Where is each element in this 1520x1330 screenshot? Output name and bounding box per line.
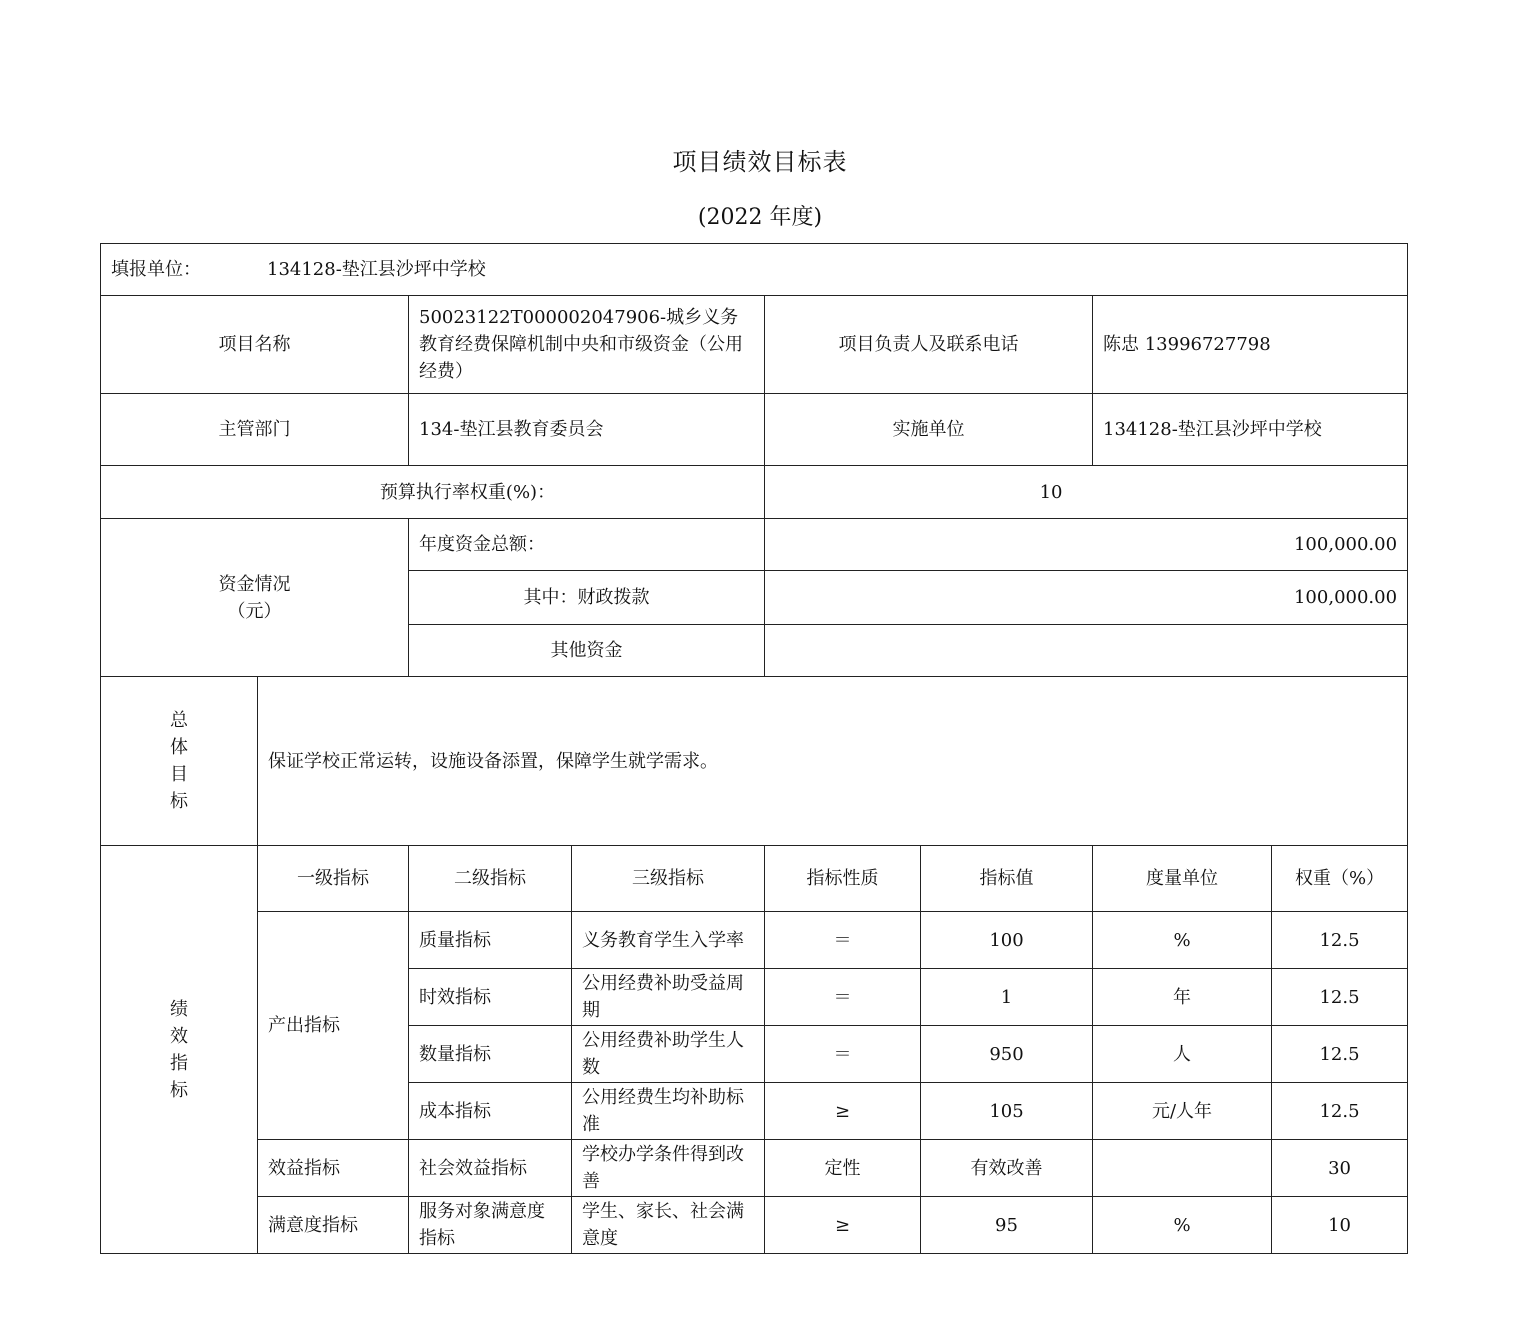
indicator-row bbox=[101, 912, 1408, 969]
header-weight: 权重（%） bbox=[1272, 846, 1408, 912]
value-cell: 有效改善 bbox=[921, 1140, 1093, 1197]
value-cell: 1 bbox=[921, 969, 1093, 1026]
level2-cell: 服务对象满意度指标 bbox=[409, 1197, 572, 1254]
level2-cell: 数量指标 bbox=[409, 1026, 572, 1083]
funds-total-value: 100,000.00 bbox=[765, 519, 1408, 571]
project-leader-label: 项目负责人及联系电话 bbox=[765, 296, 1093, 394]
level1-cell: 效益指标 bbox=[258, 1140, 409, 1197]
unit-cell: 元/人年 bbox=[1093, 1083, 1272, 1140]
nature-cell: 定性 bbox=[765, 1140, 921, 1197]
budget-weight-label: 预算执行率权重(%)： bbox=[101, 466, 765, 519]
funds-total-label: 年度资金总额： bbox=[409, 519, 765, 571]
implementing-unit-label: 实施单位 bbox=[765, 394, 1093, 466]
funds-fiscal-label: 其中：财政拨款 bbox=[409, 571, 765, 625]
department-value: 134-垫江县教育委员会 bbox=[409, 394, 765, 466]
level2-cell: 社会效益指标 bbox=[409, 1140, 572, 1197]
reporting-unit-row bbox=[101, 244, 1408, 296]
page-subtitle: (2022 年度) bbox=[697, 205, 823, 230]
funds-label bbox=[101, 519, 409, 677]
level3-cell: 义务教育学生入学率 bbox=[572, 912, 765, 969]
weight-cell: 10 bbox=[1272, 1197, 1408, 1254]
level3-cell: 公用经费补助学生人数 bbox=[572, 1026, 765, 1083]
nature-cell: ＝ bbox=[765, 1026, 921, 1083]
overall-goal-label bbox=[101, 677, 258, 846]
indicators-label bbox=[101, 846, 258, 1254]
level2-cell: 成本指标 bbox=[409, 1083, 572, 1140]
weight-cell: 30 bbox=[1272, 1140, 1408, 1197]
level1-cell: 产出指标 bbox=[258, 912, 409, 1140]
funds-other-label: 其他资金 bbox=[409, 625, 765, 677]
level2-cell: 质量指标 bbox=[409, 912, 572, 969]
value-cell: 105 bbox=[921, 1083, 1093, 1140]
reporting-unit-label: 填报单位： bbox=[111, 259, 201, 280]
performance-goal-table bbox=[100, 243, 1408, 1254]
nature-cell: ≥ bbox=[765, 1083, 921, 1140]
overall-goal-label-char: 标 bbox=[170, 791, 188, 812]
funds-label-line1: 资金情况 bbox=[218, 573, 291, 595]
indicators-label-char: 效 bbox=[170, 1025, 188, 1047]
value-cell: 950 bbox=[921, 1026, 1093, 1083]
indicators-label-char: 指 bbox=[170, 1052, 188, 1074]
nature-cell: ＝ bbox=[765, 969, 921, 1026]
department-label: 主管部门 bbox=[101, 394, 409, 466]
weight-cell: 12.5 bbox=[1272, 1083, 1408, 1140]
overall-goal-label-char: 体 bbox=[170, 737, 188, 758]
header-level1: 一级指标 bbox=[258, 846, 409, 912]
header-value: 指标值 bbox=[921, 846, 1093, 912]
level1-cell: 满意度指标 bbox=[258, 1197, 409, 1254]
indicators-label-char: 标 bbox=[170, 1079, 188, 1101]
unit-cell: % bbox=[1093, 1197, 1272, 1254]
overall-goal-text: 保证学校正常运转，设施设备添置，保障学生就学需求。 bbox=[258, 677, 1408, 846]
indicators-label-char: 绩 bbox=[170, 998, 188, 1020]
nature-cell: ≥ bbox=[765, 1197, 921, 1254]
level2-cell: 时效指标 bbox=[409, 969, 572, 1026]
funds-label-line2: （元） bbox=[227, 600, 282, 622]
overall-goal-label-char: 目 bbox=[170, 764, 188, 785]
unit-cell: 年 bbox=[1093, 969, 1272, 1026]
indicator-row bbox=[101, 1140, 1408, 1197]
budget-weight-value: 10 bbox=[765, 466, 1408, 519]
project-name-label: 项目名称 bbox=[101, 296, 409, 394]
level3-cell: 公用经费补助受益周期 bbox=[572, 969, 765, 1026]
overall-goal-label-char: 总 bbox=[170, 710, 188, 731]
reporting-unit-value: 134128-垫江县沙坪中学校 bbox=[267, 259, 486, 280]
implementing-unit-value: 134128-垫江县沙坪中学校 bbox=[1093, 394, 1408, 466]
value-cell: 95 bbox=[921, 1197, 1093, 1254]
weight-cell: 12.5 bbox=[1272, 969, 1408, 1026]
header-level3: 三级指标 bbox=[572, 846, 765, 912]
header-nature: 指标性质 bbox=[765, 846, 921, 912]
unit-cell bbox=[1093, 1140, 1272, 1197]
level3-cell: 学生、家长、社会满意度 bbox=[572, 1197, 765, 1254]
unit-cell: % bbox=[1093, 912, 1272, 969]
level3-cell: 公用经费生均补助标准 bbox=[572, 1083, 765, 1140]
unit-cell: 人 bbox=[1093, 1026, 1272, 1083]
indicator-row bbox=[101, 1197, 1408, 1254]
weight-cell: 12.5 bbox=[1272, 912, 1408, 969]
header-unit: 度量单位 bbox=[1093, 846, 1272, 912]
header-level2: 二级指标 bbox=[409, 846, 572, 912]
project-leader-value: 陈忠 13996727798 bbox=[1093, 296, 1408, 394]
funds-other-value bbox=[765, 625, 1408, 677]
nature-cell: ＝ bbox=[765, 912, 921, 969]
funds-fiscal-value: 100,000.00 bbox=[765, 571, 1408, 625]
project-name-value: 50023122T000002047906-城乡义务教育经费保障机制中央和市级资金（公用经费） bbox=[409, 296, 765, 394]
level3-cell: 学校办学条件得到改善 bbox=[572, 1140, 765, 1197]
value-cell: 100 bbox=[921, 912, 1093, 969]
page-title: 项目绩效目标表 bbox=[672, 148, 848, 176]
weight-cell: 12.5 bbox=[1272, 1026, 1408, 1083]
